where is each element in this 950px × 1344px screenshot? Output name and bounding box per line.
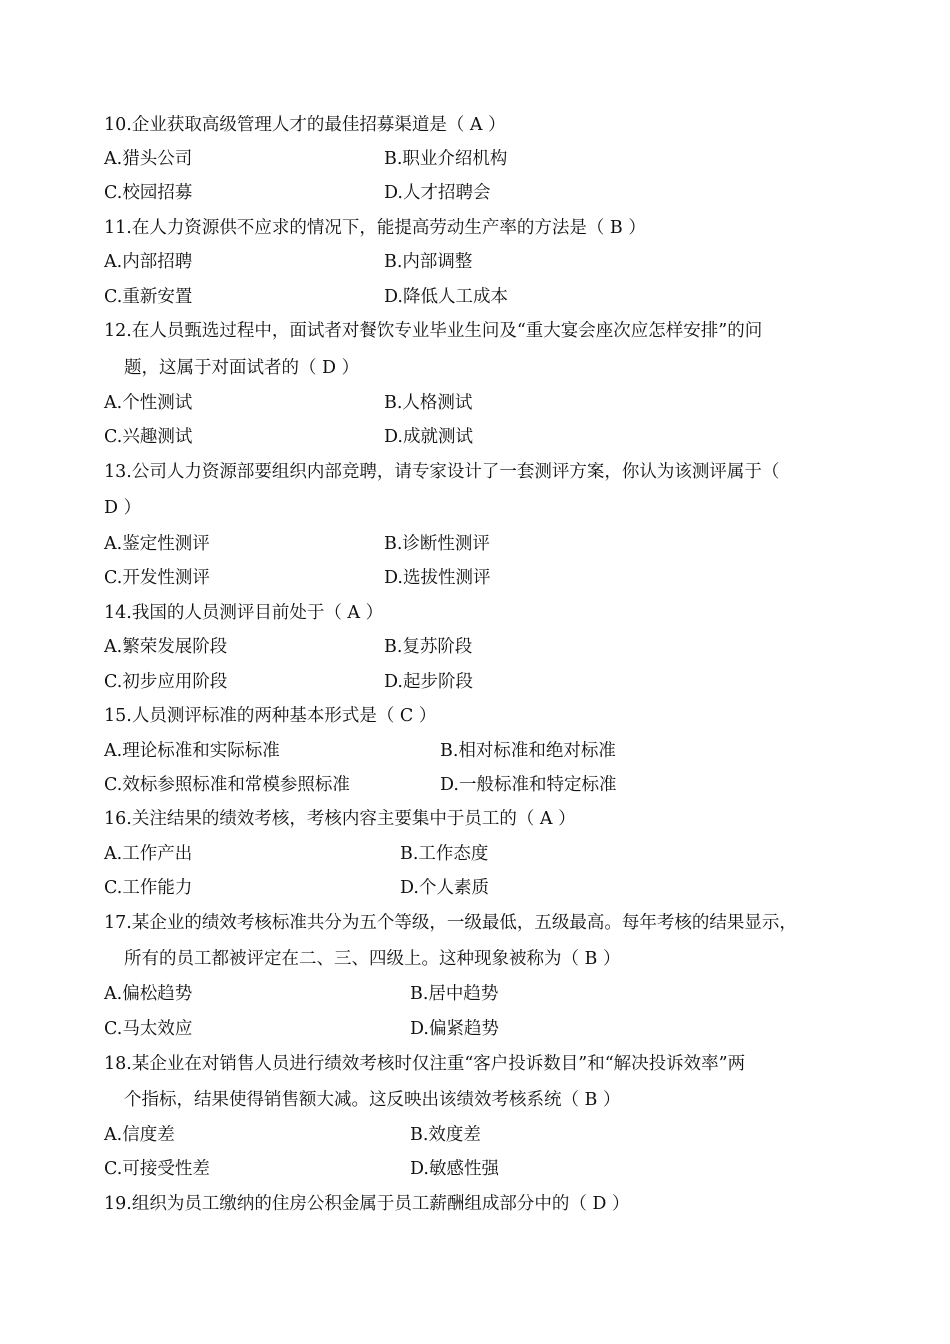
question-13-option-b: B.诊断性测评 xyxy=(384,534,490,554)
question-10-option-c: C.校园招募 xyxy=(104,183,193,203)
question-16-option-d: D.个人素质 xyxy=(400,878,489,898)
question-15-stem: 15.人员测评标准的两种基本形式是（ C ） xyxy=(104,706,437,726)
question-12-option-c: C.兴趣测试 xyxy=(104,427,193,447)
question-17-stem-continued: 所有的员工都被评定在二、三、四级上。这种现象被称为（ B ） xyxy=(124,949,621,969)
question-17-option-c: C.马太效应 xyxy=(104,1019,193,1039)
question-12-option-b: B.人格测试 xyxy=(384,393,473,413)
question-18-option-d: D.敏感性强 xyxy=(410,1159,499,1179)
question-15-option-a: A.理论标准和实际标准 xyxy=(104,741,280,761)
question-16-option-a: A.工作产出 xyxy=(104,844,193,864)
question-11-option-d: D.降低人工成本 xyxy=(384,287,508,307)
question-18-option-a: A.信度差 xyxy=(104,1125,175,1145)
question-13-option-a: A.鉴定性测评 xyxy=(104,534,210,554)
question-10-stem: 10.企业获取高级管理人才的最佳招募渠道是（ A ） xyxy=(104,115,506,135)
question-14-option-d: D.起步阶段 xyxy=(384,672,473,692)
question-12-stem-continued: 题，这属于对面试者的（ D ） xyxy=(124,358,360,378)
question-16-option-c: C.工作能力 xyxy=(104,878,193,898)
question-10-option-d: D.人才招聘会 xyxy=(384,183,491,203)
question-13-stem-continued: D ） xyxy=(104,498,142,518)
question-16-stem: 16.关注结果的绩效考核，考核内容主要集中于员工的（ A ） xyxy=(104,809,576,829)
question-17-stem: 17.某企业的绩效考核标准共分为五个等级，一级最低，五级最高。每年考核的结果显示， xyxy=(104,913,797,933)
question-15-option-c: C.效标参照标准和常模参照标准 xyxy=(104,775,350,795)
question-12-option-d: D.成就测试 xyxy=(384,427,473,447)
question-10-option-a: A.猎头公司 xyxy=(104,149,193,169)
question-11-stem: 11.在人力资源供不应求的情况下，能提高劳动生产率的方法是（ B ） xyxy=(104,218,646,238)
question-18-option-b: B.效度差 xyxy=(410,1125,481,1145)
question-13-option-c: C.开发性测评 xyxy=(104,568,210,588)
question-18-stem: 18.某企业在对销售人员进行绩效考核时仅注重“客户投诉数目”和“解决投诉效率”两 xyxy=(104,1054,746,1074)
question-12-option-a: A.个性测试 xyxy=(104,393,193,413)
question-14-stem: 14.我国的人员测评目前处于（ A ） xyxy=(104,603,384,623)
question-14-option-b: B.复苏阶段 xyxy=(384,637,473,657)
question-18-option-c: C.可接受性差 xyxy=(104,1159,210,1179)
question-17-option-d: D.偏紧趋势 xyxy=(410,1019,499,1039)
question-13-option-d: D.选拔性测评 xyxy=(384,568,491,588)
question-17-option-a: A.偏松趋势 xyxy=(104,984,193,1004)
question-16-option-b: B.工作态度 xyxy=(400,844,489,864)
question-19-stem: 19.组织为员工缴纳的住房公积金属于员工薪酬组成部分中的（ D ） xyxy=(104,1194,630,1214)
question-11-option-c: C.重新安置 xyxy=(104,287,193,307)
question-14-option-a: A.繁荣发展阶段 xyxy=(104,637,228,657)
question-13-stem: 13.公司人力资源部要组织内部竞聘，请专家设计了一套测评方案，你认为该测评属于（ xyxy=(104,462,780,482)
question-14-option-c: C.初步应用阶段 xyxy=(104,672,228,692)
question-17-option-b: B.居中趋势 xyxy=(410,984,499,1004)
question-11-option-b: B.内部调整 xyxy=(384,252,473,272)
question-12-stem: 12.在人员甄选过程中，面试者对餐饮专业毕业生问及“重大宴会座次应怎样安排”的问 xyxy=(104,321,763,341)
question-10-option-b: B.职业介绍机构 xyxy=(384,149,508,169)
question-15-option-b: B.相对标准和绝对标准 xyxy=(440,741,616,761)
question-11-option-a: A.内部招聘 xyxy=(104,252,193,272)
question-15-option-d: D.一般标准和特定标准 xyxy=(440,775,617,795)
question-18-stem-continued: 个指标，结果使得销售额大减。这反映出该绩效考核系统（ B ） xyxy=(124,1090,621,1110)
